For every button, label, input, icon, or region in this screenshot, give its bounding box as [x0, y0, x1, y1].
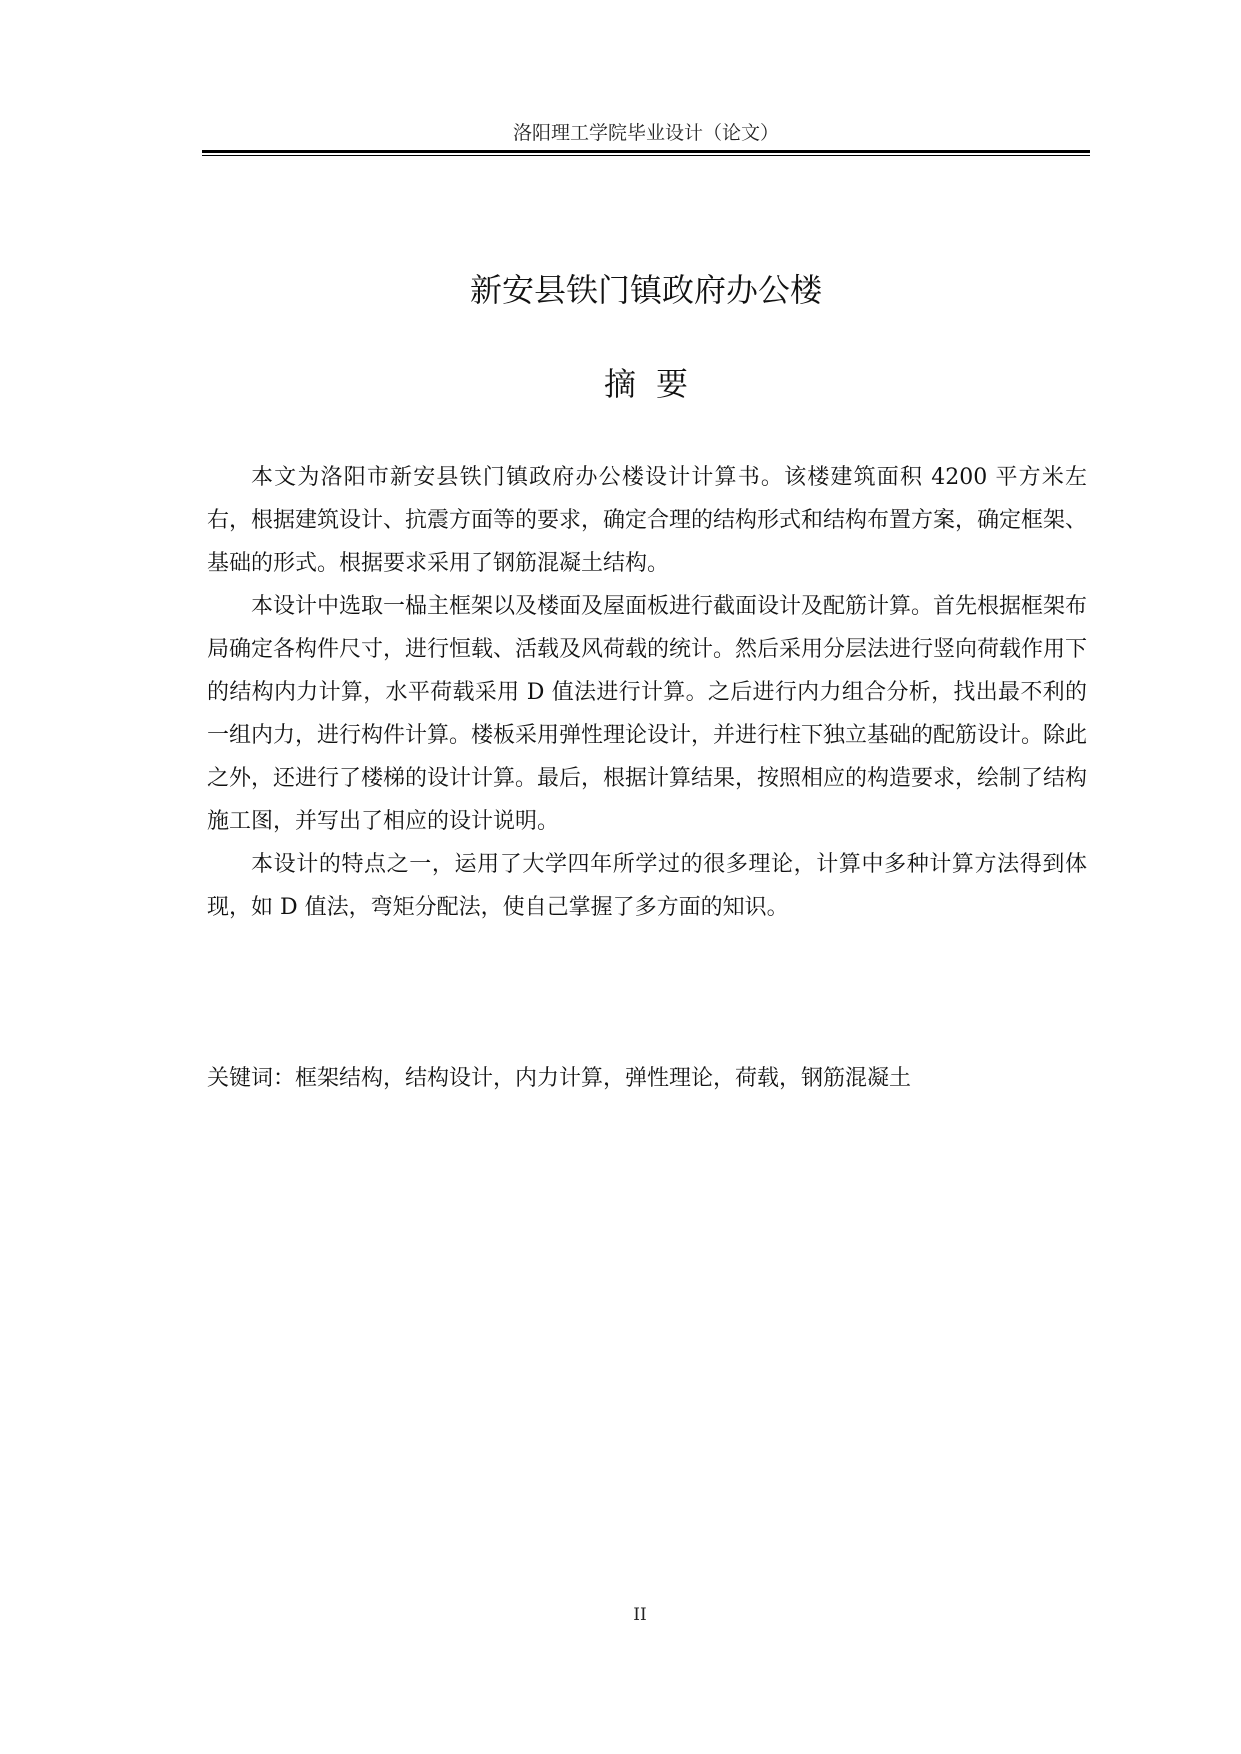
abstract-paragraph-1: 本文为洛阳市新安县铁门镇政府办公楼设计计算书。该楼建筑面积 4200 平方米左右，根据建筑设计、抗震方面等的要求，确定合理的结构形式和结构布置方案，确定框架、基础的形式。根据要求采用了钢筋混凝土结构。: [207, 465, 1088, 576]
abstract-heading: 摘要: [603, 365, 708, 403]
abstract-paragraph-3: 本设计的特点之一，运用了大学四年所学过的很多理论，计算中多种计算方法得到体现，如 D 值法，弯矩分配法，使自己掌握了多方面的知识。: [207, 852, 1087, 920]
keywords-label: 关键词：: [207, 1066, 296, 1091]
abstract-paragraph-2: 本设计中选取一榀主框架以及楼面及屋面板进行截面设计及配筋计算。首先根据框架布局确定各构件尺寸，进行恒载、活载及风荷载的统计。然后采用分层法进行竖向荷载作用下的结构内力计算，水平荷载采用 D 值法进行计算。之后进行内力组合分析，找出最不利的一组内力，进行构件计算。楼板采用弹性理论设计，并进行柱下独立基础的配筋设计。除此之外，还进行了楼梯的设计计算。最后，根据计算结果，按照相应的构造要求，绘制了结构施工图，并写出了相应的设计说明。: [207, 594, 1088, 834]
header-rule-thin: [202, 155, 1090, 156]
keywords-line: [207, 1061, 1087, 1097]
page-number: II: [633, 1605, 647, 1625]
header-rule-thick: [202, 150, 1090, 153]
keywords-text: 框架结构，结构设计，内力计算，弹性理论，荷载，钢筋混凝土: [295, 1066, 912, 1091]
running-header: 洛阳理工学院毕业设计（论文）: [512, 122, 779, 144]
abstract-body: [207, 456, 1087, 929]
document-title: 新安县铁门镇政府办公楼: [469, 271, 822, 309]
